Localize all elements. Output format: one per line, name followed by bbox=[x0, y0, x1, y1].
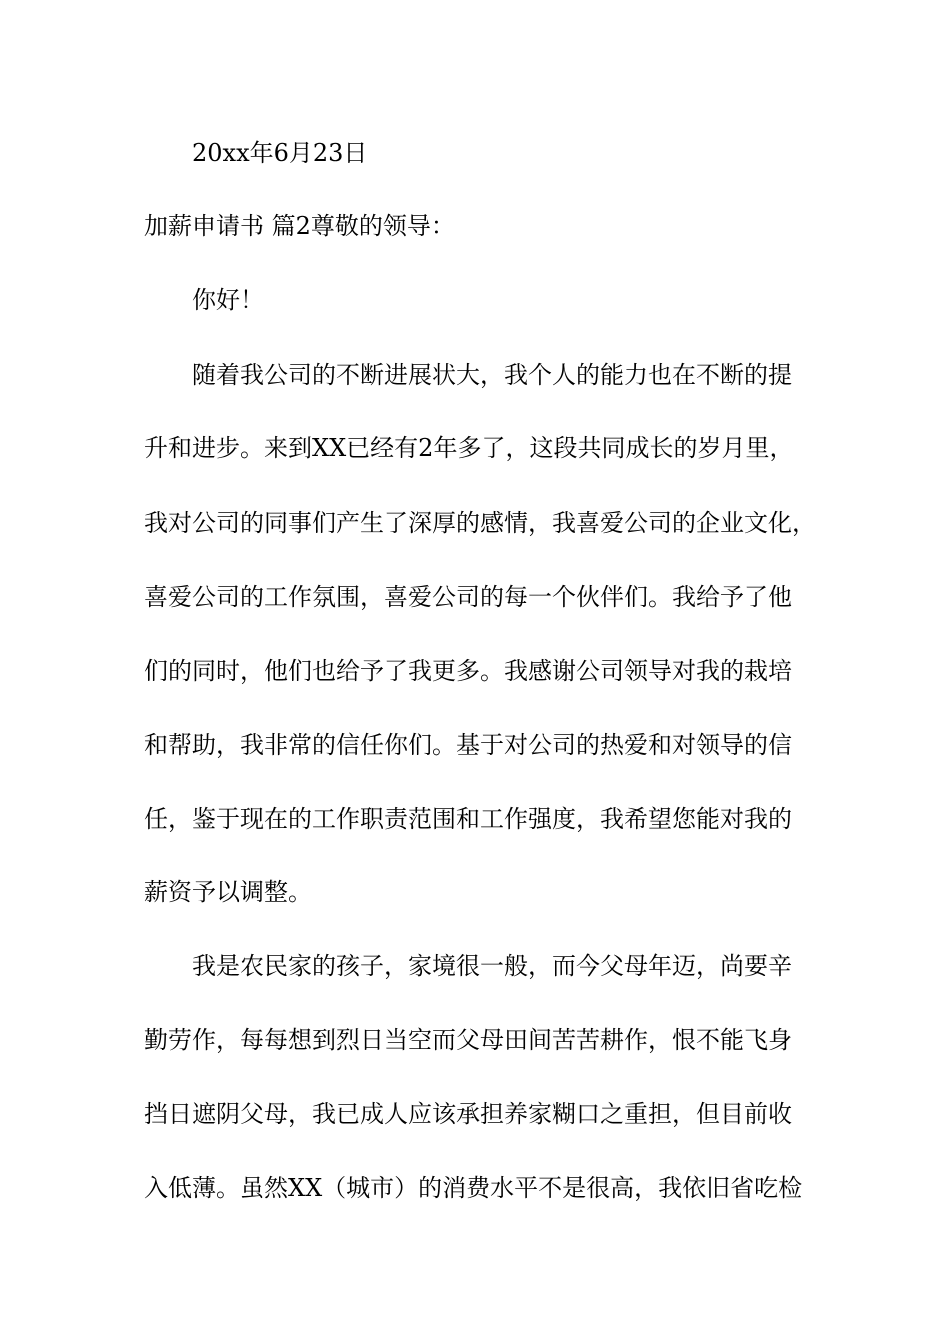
paragraph-line: 我对公司的同事们产生了深厚的感情，我喜爱公司的企业文化， bbox=[144, 509, 816, 537]
paragraph-line: 薪资予以调整。 bbox=[144, 878, 312, 906]
paragraph-line: 喜爱公司的工作氛围，喜爱公司的每一个伙伴们。我给予了他 bbox=[144, 583, 792, 611]
paragraph-line: 勤劳作，每每想到烈日当空而父母田间苦苦耕作，恨不能飞身 bbox=[144, 1026, 792, 1054]
date-line: 20xx年6月23日 bbox=[192, 139, 368, 167]
paragraph-line: 升和进步。来到XX已经有2年多了，这段共同成长的岁月里， bbox=[144, 434, 794, 462]
paragraph-line: 随着我公司的不断进展状大，我个人的能力也在不断的提 bbox=[192, 361, 792, 389]
paragraph-line: 们的同时，他们也给予了我更多。我感谢公司领导对我的栽培 bbox=[144, 657, 792, 685]
greeting: 你好！ bbox=[192, 286, 264, 314]
paragraph-line: 挡日遮阴父母，我已成人应该承担养家糊口之重担，但目前收 bbox=[144, 1100, 792, 1128]
paragraph-line: 我是农民家的孩子，家境很一般，而今父母年迈，尚要辛 bbox=[192, 952, 792, 980]
paragraph-line: 入低薄。虽然XX（城市）的消费水平不是很高，我依旧省吃检 bbox=[144, 1174, 803, 1202]
paragraph-line: 和帮助，我非常的信任你们。基于对公司的热爱和对领导的信 bbox=[144, 731, 792, 759]
letter-heading: 加薪申请书 篇2尊敬的领导： bbox=[144, 212, 455, 240]
paragraph-line: 任，鉴于现在的工作职责范围和工作强度，我希望您能对我的 bbox=[144, 805, 792, 833]
